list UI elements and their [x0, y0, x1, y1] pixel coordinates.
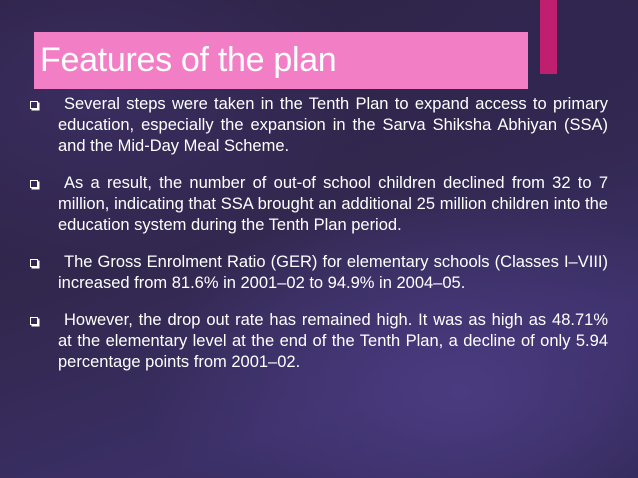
bullet-list: [30, 94, 608, 389]
bullet-text: However, the drop out rate has remained high. It was as high as 48.71% at the elementary level at the end of the Tenth Plan, a decline of only 5.94 percentage points from 2001–02.: [58, 311, 608, 371]
bullet-text: The Gross Enrolment Ratio (GER) for elementary schools (Classes I–VIII) increased from 81.6% in 2001–02 to 94.9% in 2004–05.: [58, 253, 608, 292]
bullet-text: Several steps were taken in the Tenth Plan to expand access to primary education, especially the expansion in the Sarva Shiksha Abhiyan (SSA) and the Mid-Day Meal Scheme.: [58, 95, 608, 155]
title-bar: [34, 32, 528, 89]
square-bullet-icon: [30, 259, 38, 267]
list-item: [30, 310, 608, 373]
list-item: [30, 252, 608, 294]
square-bullet-icon: [30, 101, 38, 109]
square-bullet-icon: [30, 180, 38, 188]
bullet-text: As a result, the number of out-of school children declined from 32 to 7 million, indicating that SSA brought an additional 25 million children into the education system during the Tenth Plan period.: [58, 174, 608, 234]
accent-block: [540, 0, 557, 74]
list-item: [30, 94, 608, 157]
slide-title: Features of the plan: [40, 41, 337, 79]
square-bullet-icon: [30, 317, 38, 325]
list-item: [30, 173, 608, 236]
